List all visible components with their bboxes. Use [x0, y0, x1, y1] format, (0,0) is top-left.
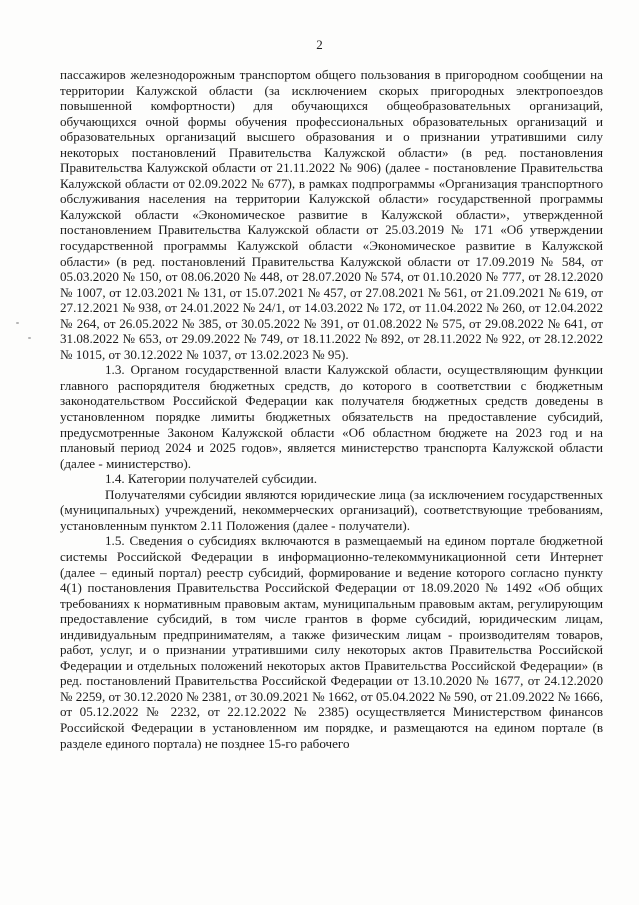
- paragraph-1-4: 1.4. Категории получателей субсидии.: [105, 471, 318, 487]
- paragraph-continuation: пассажиров железнодорожным транспортом общего пользования в пригородном сообщении на территории Калужской области (за исключением скорых пригородных электропоездов повышенной комфортности) для обучающихся общеобразовательных организаций, обучающихся очной формы обучения профессиональных образовательных организаций и образовательных организаций высшего образования и о признании утратившими силу некоторых постановлений Правительства Калужской области» (в ред. постановления Правительства Калужской области от 21.11.2022 № 906) (далее - постановление Правительства Калужской области от 02.09.2022 № 677), в рамках подпрограммы «Организация транспортного обслуживания населения на территории Калужской области» государственной программы Калужской области «Экономическое развитие в Калужской области», утвержденной постановлением Правительства Калужской области от 25.03.2019 № 171 «Об утверждении государственной программы Калужской области «Экономическое развитие в Калужской области» (в ред. постановлений Правительства Калужской области от 17.09.2019 № 584, от 05.03.2020 № 150, от 08.06.2020 № 448, от 28.07.2020 № 574, от 01.10.2020 № 777, от 28.12.2020 № 1007, от 12.03.2021 № 131, от 15.07.2021 № 457, от 27.08.2021 № 561, от 21.09.2021 № 619, от 27.12.2021 № 938, от 24.01.2022 № 24/1, от 14.03.2022 № 172, от 11.04.2022 № 260, от 12.04.2022 № 264, от 26.05.2022 № 385, от 30.05.2022 № 391, от 01.08.2022 № 575, от 29.08.2022 № 641, от 31.08.2022 № 653, от 29.09.2022 № 749, от 18.11.2022 № 892, от 28.11.2022 № 922, от 28.12.2022 № 1015, от 30.12.2022 № 1037, от 13.02.2023 № 95).: [60, 67, 603, 362]
- paragraph-1-3: 1.3. Органом государственной власти Калужской области, осуществляющим функции главного распорядителя бюджетных средств, до которого в соответствии с бюджетным законодательством Российской Федерации как получателя бюджетных средств доведены в установленном порядке лимиты бюджетных обязательств на предоставление субсидий, предусмотренные Законом Калужской области «Об областном бюджете на 2023 год и на плановый период 2024 и 2025 годов», является министерство транспорта Калужской области (далее - министерство).: [60, 362, 603, 471]
- paragraph-recipients: Получателями субсидии являются юридические лица (за исключением государственных (муниципальных) учреждений, некоммерческих организаций), соответствующие требованиям, установленным пунктом 2.11 Положения (далее - получатели).: [60, 486, 603, 533]
- scan-speck: [28, 337, 31, 339]
- scan-speck: [16, 322, 19, 324]
- paragraph-1-5: 1.5. Сведения о субсидиях включаются в размещаемый на едином портале бюджетной системы Российской Федерации в информационно-телекоммуникационной сети Интернет (далее – единый портал) реестр субсидий, формирование и ведение которого согласно пункту 4(1) постановления Правительства Российской Федерации от 18.09.2020 № 1492 «Об общих требованиях к нормативным правовым актам, муниципальным правовым актам, регулирующим предоставление субсидий, в том числе грантов в форме субсидий, юридическим лицам, индивидуальным предпринимателям, а также физическим лицам - производителям товаров, работ, услуг, и о признании утратившими силу некоторых актов Правительства Российской Федерации и отдельных положений некоторых актов Правительства Российской Федерации» (в ред. постановлений Правительства Российской Федерации от 13.10.2020 № 1677, от 24.12.2020 № 2259, от 30.12.2020 № 2381, от 30.09.2021 № 1662, от 05.04.2022 № 590, от 21.09.2022 № 1666, от 05.12.2022 № 2232, от 22.12.2022 № 2385) осуществляется Министерством финансов Российской Федерации в установленном им порядке, и размещаются на едином портале (в разделе единого портала) не позднее 15-го рабочего: [60, 533, 603, 751]
- document-body: [60, 67, 603, 751]
- page-number: 2: [316, 37, 323, 52]
